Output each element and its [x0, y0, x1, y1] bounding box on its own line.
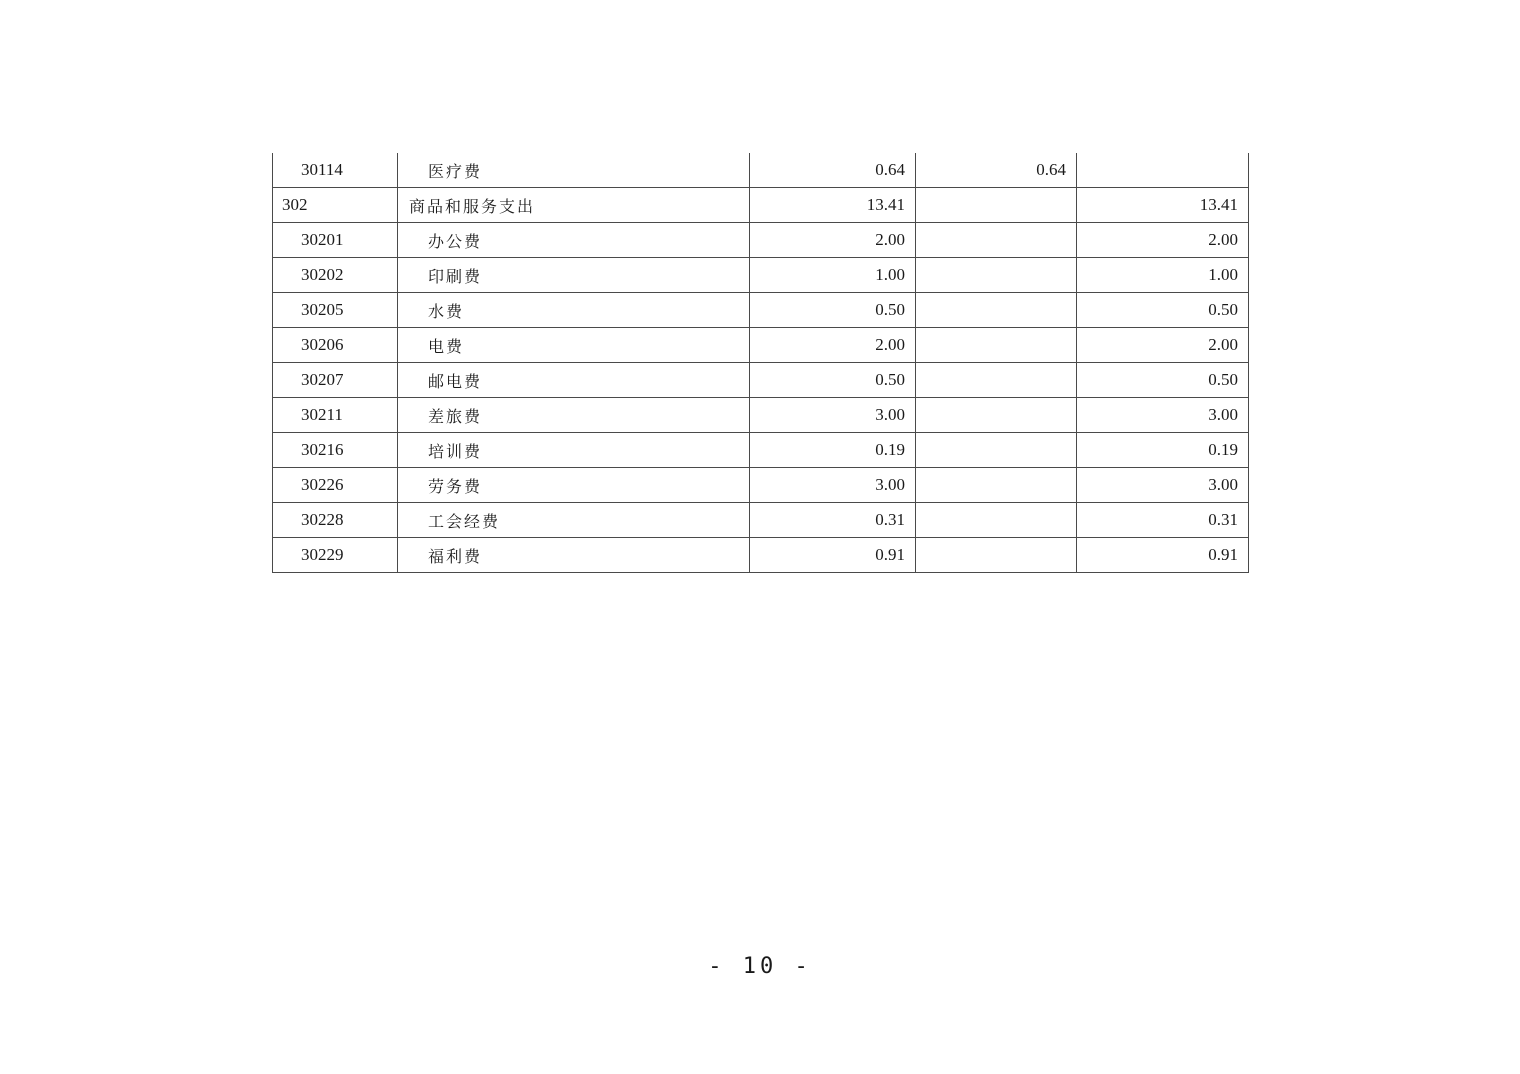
- table-row: [273, 433, 1249, 468]
- account-code: 30226: [273, 468, 398, 503]
- basic-amount: [916, 503, 1077, 538]
- project-amount: 2.00: [1077, 328, 1249, 363]
- account-name: 电费: [398, 328, 750, 363]
- table-row: [273, 293, 1249, 328]
- project-amount: 0.31: [1077, 503, 1249, 538]
- basic-amount: [916, 328, 1077, 363]
- account-name: 印刷费: [398, 258, 750, 293]
- account-code: 30206: [273, 328, 398, 363]
- account-code: 30216: [273, 433, 398, 468]
- total-amount: 13.41: [750, 188, 916, 223]
- account-name: 福利费: [398, 538, 750, 573]
- basic-amount: [916, 538, 1077, 573]
- account-code: 30202: [273, 258, 398, 293]
- basic-amount: [916, 363, 1077, 398]
- table-row: [273, 328, 1249, 363]
- total-amount: 3.00: [750, 398, 916, 433]
- total-amount: 0.64: [750, 153, 916, 188]
- budget-table-body: [273, 153, 1249, 573]
- project-amount: 0.91: [1077, 538, 1249, 573]
- table-row: [273, 223, 1249, 258]
- table-row: [273, 503, 1249, 538]
- basic-amount: [916, 468, 1077, 503]
- project-amount: 13.41: [1077, 188, 1249, 223]
- basic-amount: 0.64: [916, 153, 1077, 188]
- table-row: [273, 538, 1249, 573]
- project-amount: [1077, 153, 1249, 188]
- account-name: 邮电费: [398, 363, 750, 398]
- total-amount: 0.31: [750, 503, 916, 538]
- basic-amount: [916, 188, 1077, 223]
- table-row: [273, 188, 1249, 223]
- basic-amount: [916, 293, 1077, 328]
- total-amount: 0.91: [750, 538, 916, 573]
- account-code: 30211: [273, 398, 398, 433]
- account-code: 30201: [273, 223, 398, 258]
- account-name: 差旅费: [398, 398, 750, 433]
- table-row: [273, 258, 1249, 293]
- project-amount: 0.50: [1077, 293, 1249, 328]
- budget-table: [272, 153, 1249, 573]
- total-amount: 1.00: [750, 258, 916, 293]
- account-code: 30114: [273, 153, 398, 188]
- account-code: 30228: [273, 503, 398, 538]
- project-amount: 1.00: [1077, 258, 1249, 293]
- basic-amount: [916, 223, 1077, 258]
- project-amount: 3.00: [1077, 468, 1249, 503]
- account-name: 劳务费: [398, 468, 750, 503]
- project-amount: 2.00: [1077, 223, 1249, 258]
- total-amount: 2.00: [750, 328, 916, 363]
- table-row: [273, 468, 1249, 503]
- table-row: [273, 398, 1249, 433]
- total-amount: 3.00: [750, 468, 916, 503]
- account-code: 30205: [273, 293, 398, 328]
- basic-amount: [916, 433, 1077, 468]
- account-name: 医疗费: [398, 153, 750, 188]
- page-number: - 10 -: [708, 954, 812, 979]
- account-code: 302: [273, 188, 398, 223]
- table-row: [273, 153, 1249, 188]
- basic-amount: [916, 398, 1077, 433]
- project-amount: 3.00: [1077, 398, 1249, 433]
- account-name: 工会经费: [398, 503, 750, 538]
- table-row: [273, 363, 1249, 398]
- total-amount: 0.50: [750, 293, 916, 328]
- project-amount: 0.19: [1077, 433, 1249, 468]
- account-name: 培训费: [398, 433, 750, 468]
- account-code: 30207: [273, 363, 398, 398]
- account-name: 商品和服务支出: [398, 188, 750, 223]
- basic-amount: [916, 258, 1077, 293]
- account-code: 30229: [273, 538, 398, 573]
- account-name: 水费: [398, 293, 750, 328]
- project-amount: 0.50: [1077, 363, 1249, 398]
- account-name: 办公费: [398, 223, 750, 258]
- total-amount: 0.50: [750, 363, 916, 398]
- total-amount: 0.19: [750, 433, 916, 468]
- total-amount: 2.00: [750, 223, 916, 258]
